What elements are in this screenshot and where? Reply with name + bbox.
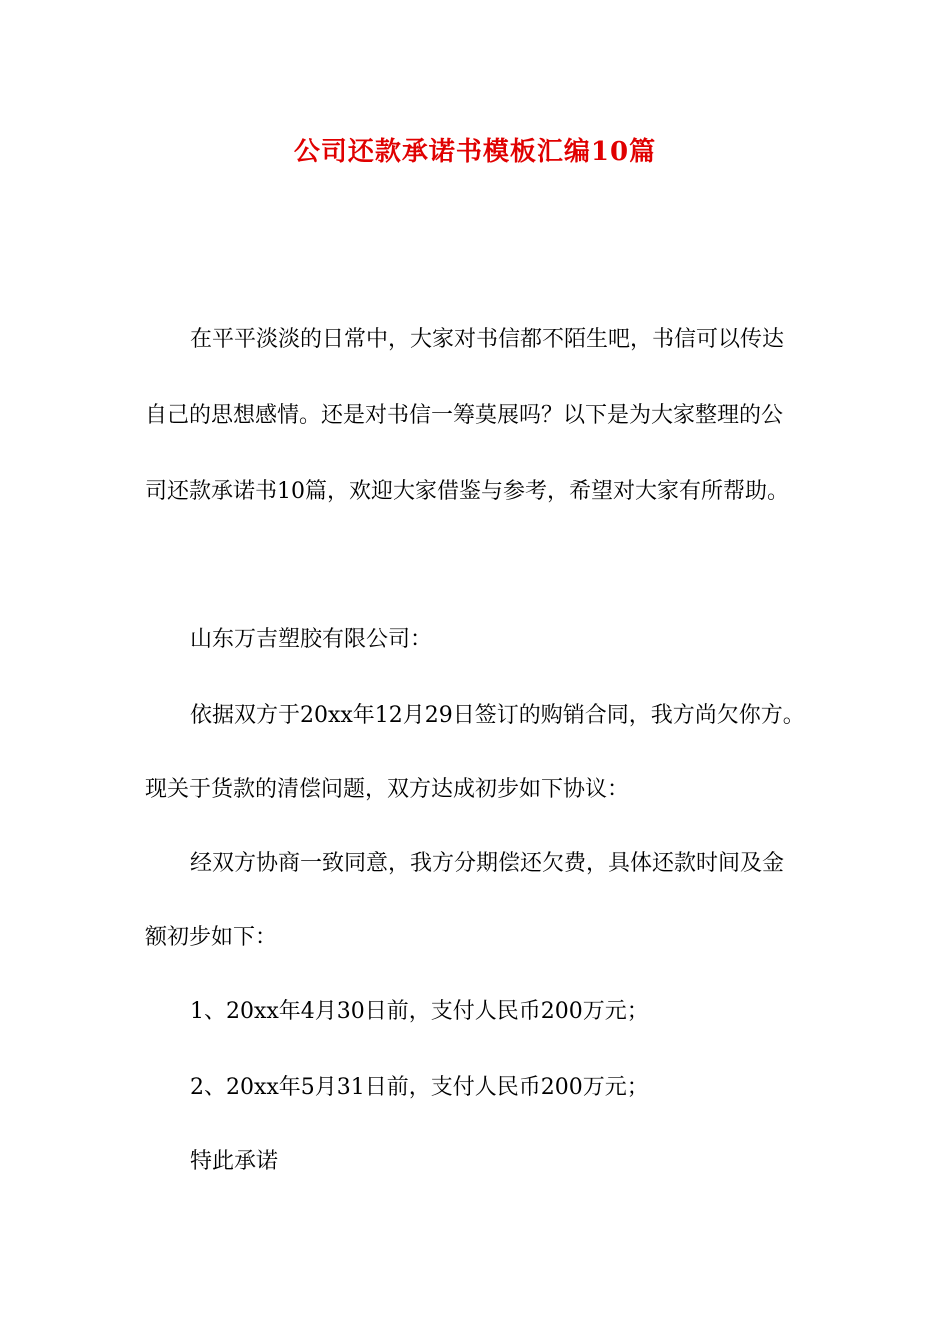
closing-line: 特此承诺 <box>190 1149 279 1174</box>
intro-line-1: 在平平淡淡的日常中，大家对书信都不陌生吧，书信可以传达 <box>190 327 785 352</box>
intro-line-2: 自己的思想感情。还是对书信一筹莫展吗？以下是为大家整理的公 <box>145 403 784 428</box>
document-title: 公司还款承诺书模板汇编10篇 <box>293 137 657 167</box>
body-line-4: 额初步如下： <box>145 925 278 950</box>
body-line-3: 经双方协商一致同意，我方分期偿还欠费，具体还款时间及金 <box>190 851 785 876</box>
intro-line-3: 司还款承诺书10篇，欢迎大家借鉴与参考，希望对大家有所帮助。 <box>145 479 789 504</box>
payment-item-1: 1、20xx年4月30日前，支付人民币200万元； <box>190 999 649 1024</box>
recipient-line: 山东万吉塑胶有限公司： <box>190 627 433 652</box>
body-line-2: 现关于货款的清偿问题，双方达成初步如下协议： <box>145 777 630 802</box>
payment-item-2: 2、20xx年5月31日前，支付人民币200万元； <box>190 1075 649 1100</box>
body-line-1: 依据双方于20xx年12月29日签订的购销合同，我方尚欠你方。 <box>190 703 805 728</box>
